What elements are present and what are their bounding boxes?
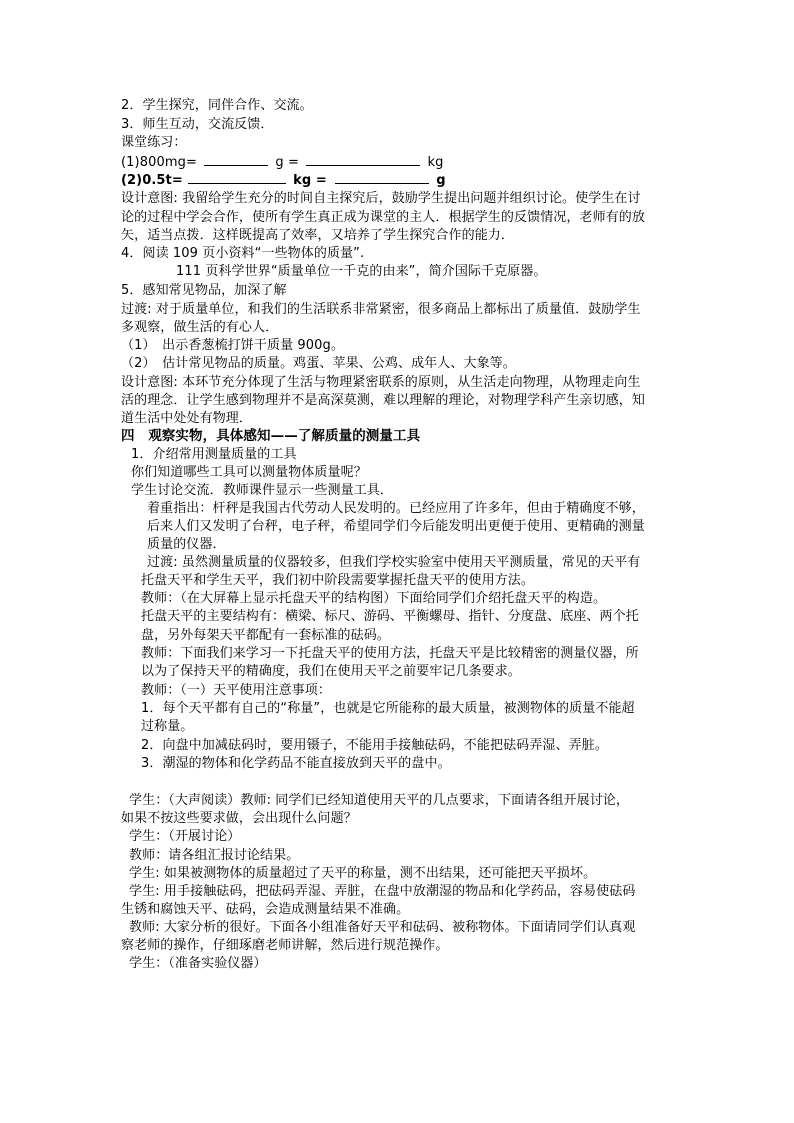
exercise-2-prefix: (2)0.5t= [121,173,183,188]
teacher-summary-line-2: 察老师的操作，仔细琢磨老师讲解，然后进行规范操作。 [121,938,449,953]
section-4-heading: 四 观察实物，具体感知——了解质量的测量工具 [121,428,421,444]
precaution-3-line: 3．潮湿的物体和化学药品不能直接放到天平的盘中。 [141,756,451,771]
design-intent-1-line-2: 论的过程中学会合作，使所有学生真正成为课堂的主人．根据学生的反馈情况，老师有的放 [121,210,646,225]
precaution-1-line-1: 1．每个天平都有自己的“称量”，也就是它所能称的最大质量，被测物体的质量不能超 [141,701,635,716]
emphasis-line-1: 着重指出：杆秤是我国古代劳动人民发明的。已经应用了许多年，但由于精确度不够， [147,501,645,516]
teacher-structure-line: 教师：（在大屏幕上显示托盘天平的结构图）下面给同学们介绍托盘天平的构造。 [141,591,607,606]
student-prepare-line: 学生：（准备实验仪器） [129,956,267,971]
student-read-line-1: 学生：（大声阅读）教师: 同学们已经知道使用天平的几点要求，下面请各组开展讨论， [129,793,630,808]
exercise-1-blank-kg [306,153,420,166]
design-intent-2-line-2: 活的理念．让学生感到物理并不是高深莫测，难以理解的理论，对物理学科产生亲切感，知 [121,393,646,408]
exercise-1-suffix: kg [427,155,444,170]
exercise-1-blank-g [204,153,268,166]
exercise-2-suffix: g [436,173,446,188]
exercise-2-blank-kg [188,171,286,184]
precautions-heading: 教师：（一）天平使用注意事项： [141,683,332,698]
teacher-usage-line-2: 以为了保持天平的精确度，我们在使用天平之前要牢记几条要求。 [141,664,521,679]
exercise-2-mid: kg = [293,173,327,188]
teacher-summary-line-1: 教师: 大家分析的很好。下面各小组准备好天平和砝码、被称物体。下面请同学们认真观 [129,920,636,935]
student-answer-2-line-1: 学生: 用手接触砝码，把砝码弄湿、弄脏，在盘中放潮湿的物品和化学药品，容易使砝码 [129,884,636,899]
design-intent-1-line-3: 矢，适当点拨．这样既提高了效率，又培养了学生探究合作的能力． [121,228,515,243]
structure-line-1: 托盘天平的主要结构有：横梁、标尺、游码、平衡螺母、指针、分度盘、底座、两个托 [141,609,639,624]
student-read-line-2: 如果不按这些要求做，会出现什么问题？ [121,811,357,826]
step-4-line: 4．阅读 109 页小资料“一些物体的质量”. [121,246,365,261]
transition-1-line-2: 多观察，做生活的有心人． [121,320,279,335]
precaution-1-line-2: 过称量。 [141,719,194,734]
emphasis-line-2: 后来人们又发明了台秤，电子秤，希望同学们今后能发明出更便于使用、更精确的测量 [147,519,645,534]
step-4-continuation: 111 页科学世界“质量单位一千克的由来”，简介国际千克原器。 [176,264,547,279]
item-2-line: （2） 估计常见物品的质量。鸡蛋、苹果、公鸡、成年人、大象等。 [121,356,516,371]
question-line: 你们知道哪些工具可以测量物体质量呢？ [131,465,367,480]
transition-1-line-1: 过渡: 对于质量单位，和我们的生活联系非常紧密，很多商品上都标出了质量值．鼓励学生 [121,302,641,317]
transition-2-line-2: 托盘天平和学生天平，我们初中阶段需要掌握托盘天平的使用方法。 [141,573,535,588]
design-intent-2-line-3: 道生活中处处有物理． [121,411,253,426]
tools-intro-line: 1．介绍常用测量质量的工具 [131,447,297,462]
item-1-line: （1） 出示香葱梳打饼干质量 900g。 [121,338,344,353]
exercise-1-mid: g = [275,155,299,170]
step-5-line: 5．感知常见物品，加深了解 [121,283,287,298]
student-answer-2-line-2: 生锈和腐蚀天平、砝码，会造成测量结果不准确。 [121,902,410,917]
exercise-1-prefix: (1)800mg= [121,155,197,170]
step-2-line: 2．学生探究，同伴合作、交流。 [121,98,313,113]
exercise-1 [121,153,443,171]
student-discuss-line: 学生：（开展讨论） [129,829,241,844]
design-intent-1-line-1: 设计意图: 我留给学生充分的时间自主探究后，鼓励学生提出问题并组织讨论。使学生在讨 [121,191,641,206]
classroom-practice-heading: 课堂练习： [121,135,187,150]
step-3-line: 3．师生互动，交流反馈． [121,117,274,132]
exercise-2-blank-g [335,171,429,184]
discussion-line: 学生讨论交流．教师课件显示一些测量工具． [131,483,394,498]
teacher-usage-line-1: 教师：下面我们来学习一下托盘天平的使用方法，托盘天平是比较精密的测量仪器，所 [141,646,639,661]
design-intent-2-line-1: 设计意图: 本环节充分体现了生活与物理紧密联系的原则，从生活走向物理，从物理走向生 [121,375,641,390]
exercise-2 [121,171,446,189]
emphasis-line-3: 质量的仪器． [147,537,226,552]
precaution-2-line: 2．向盘中加减砝码时，要用镊子，不能用手接触砝码，不能把砝码弄湿、弄脏。 [141,738,608,753]
structure-line-2: 盘，另外每架天平都配有一套标准的砝码。 [141,628,390,643]
teacher-report-line: 教师：请各组汇报讨论结果。 [129,848,300,863]
student-answer-1-line: 学生: 如果被测物体的质量超过了天平的称量，测不出结果，还可能把天平损坏。 [129,866,597,881]
transition-2-line-1: 过渡: 虽然测量质量的仪器较多，但我们学校实验室中使用天平测质量，常见的天平有 [147,555,641,570]
